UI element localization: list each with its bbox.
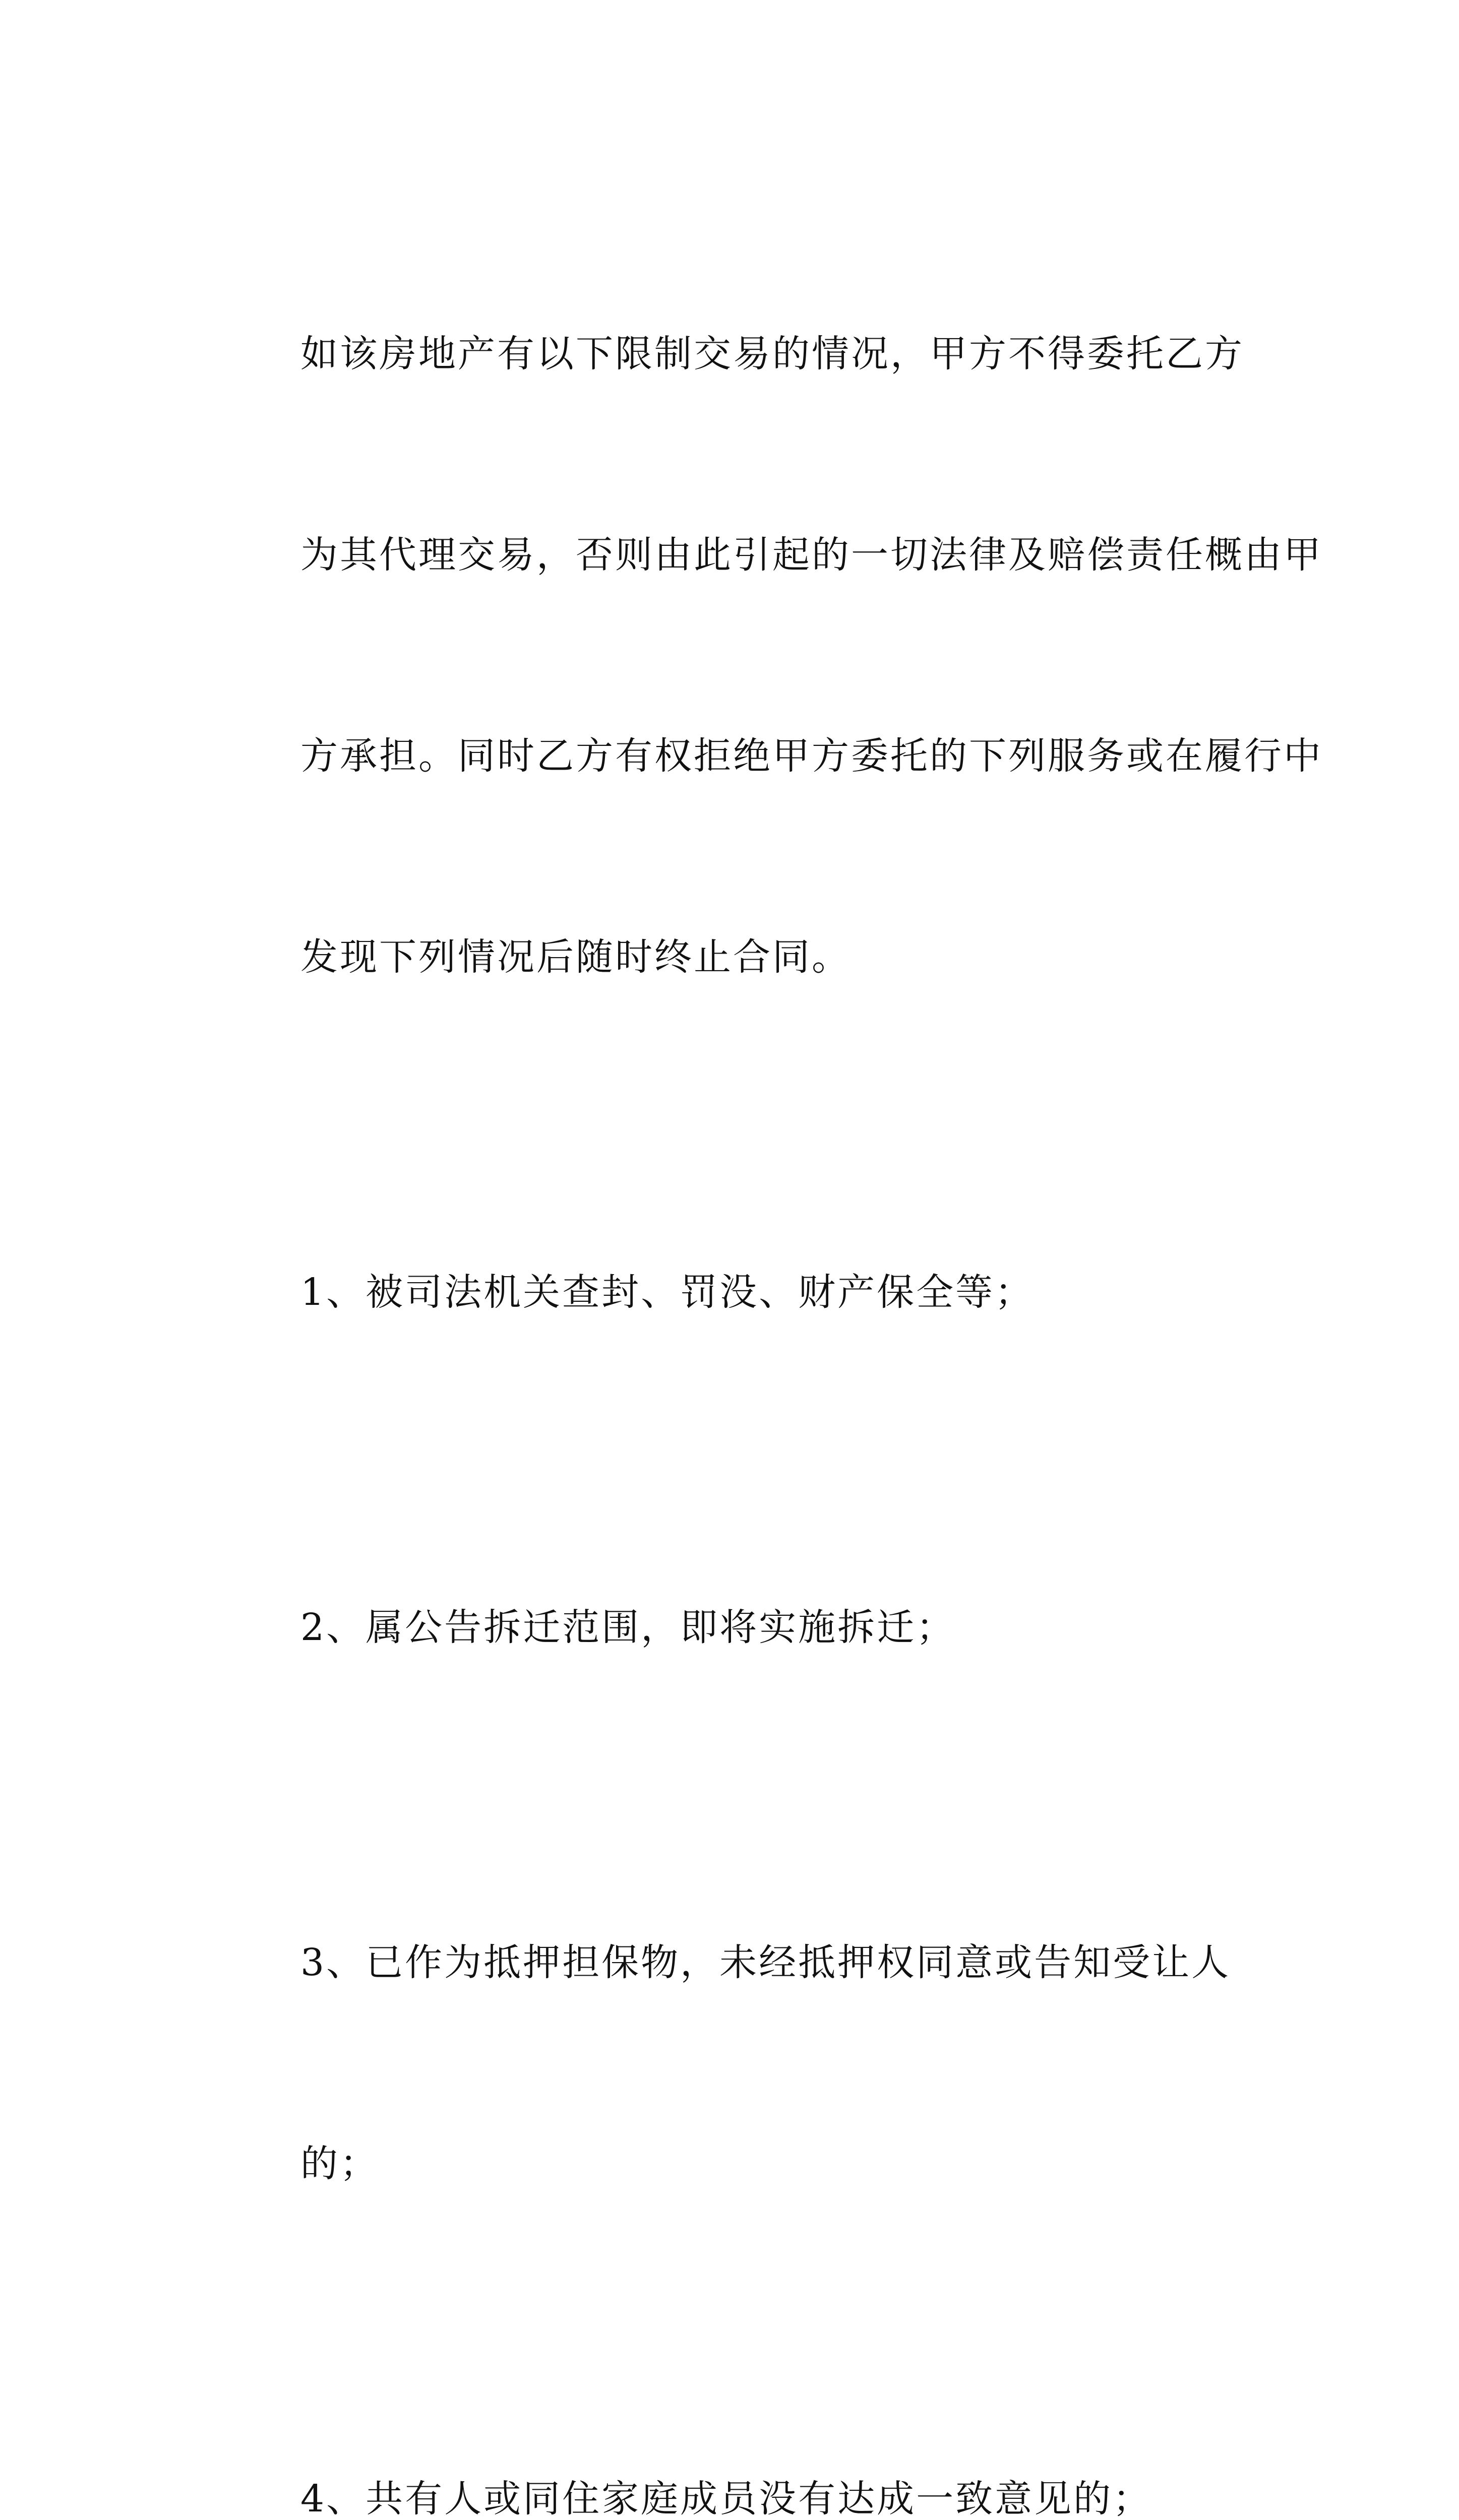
text-line: 4、共有人或同住家庭成员没有达成一致意见的；	[300, 2477, 1152, 2520]
text-line: 2、属公告拆迁范围，即将实施拆迁；	[300, 1606, 956, 1649]
text-line: 方承担。同时乙方有权拒绝甲方委托的下列服务或在履行中	[300, 734, 1323, 778]
paragraph-item-1	[222, 1125, 1240, 1460]
text-line: 发现下列情况后随时终止合同。	[300, 935, 851, 979]
paragraph-item-2	[222, 1460, 1240, 1795]
text-line: 1、被司法机关查封、罚没、财产保全等；	[300, 1271, 1035, 1314]
text-line: 的；	[300, 2142, 379, 2185]
paragraph-item-4	[222, 2332, 1240, 2520]
text-line: 为其代理交易，否则由此引起的一切法律及赔偿责任概由甲	[300, 533, 1323, 577]
paragraph-item-3	[222, 1795, 1240, 2332]
paragraph-restrictions-intro	[222, 186, 1323, 1125]
text-line: 3、已作为抵押担保物，未经抵押权同意或告知受让人	[300, 1941, 1231, 1984]
document-body	[222, 186, 1323, 2520]
text-line: 如该房地产有以下限制交易的情况，甲方不得委托乙方	[300, 332, 1244, 375]
